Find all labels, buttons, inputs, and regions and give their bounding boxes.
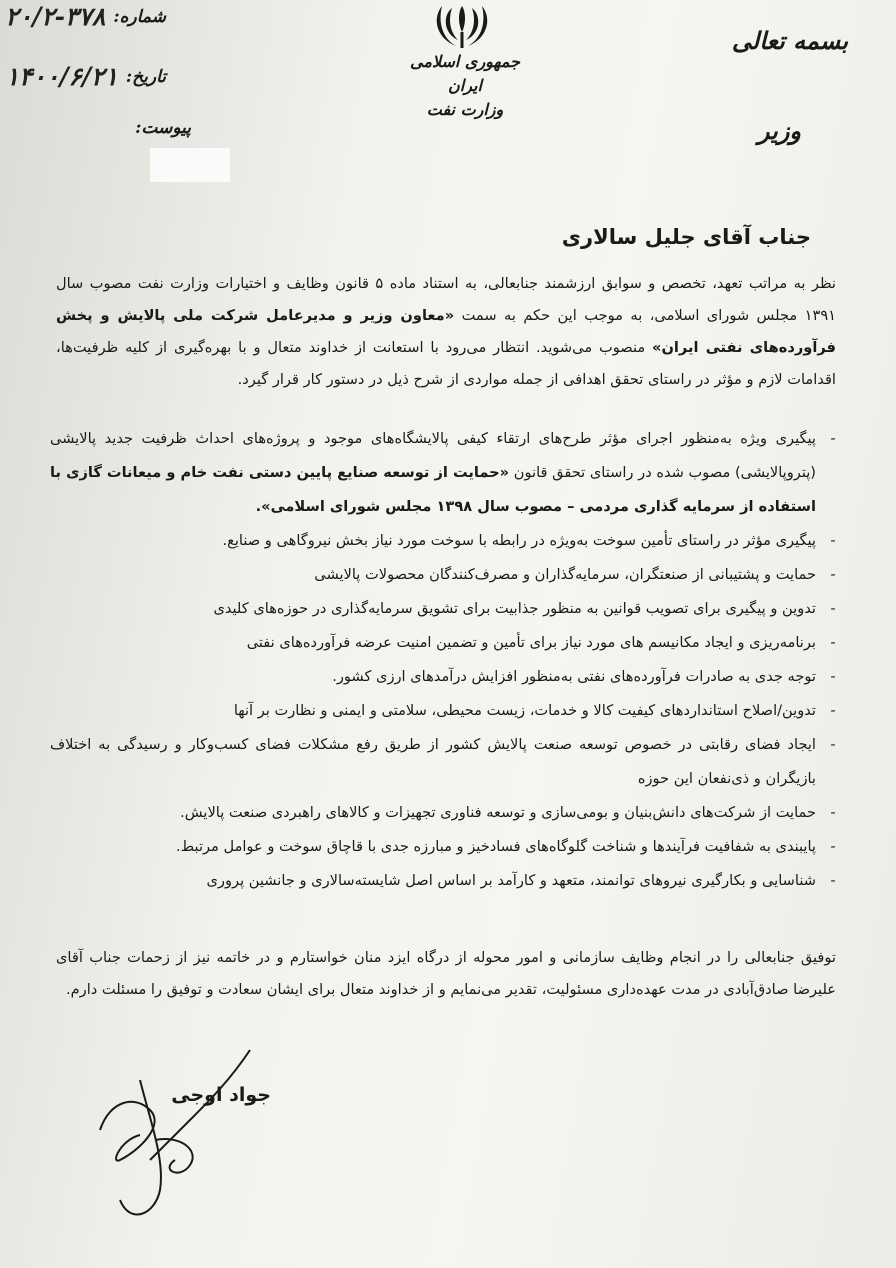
ministry-country: جمهوری اسلامی ایران: [410, 52, 520, 95]
intro-paragraph: [56, 268, 836, 396]
office-title: وزیر: [757, 116, 801, 145]
list-item: [50, 864, 840, 898]
number-row: [5, 2, 166, 31]
list-item: [50, 626, 840, 660]
list-item-text: پیگیری ویژه به‌منظور اجرای مؤثر طرح‌های ارتقاء کیفی پالایشگاه‌های موجود و پروژه‌های احداث ظرفیت جدید پالایشی (پتروپالایشی) مصوب شده در راستای تحقق قانون: [50, 430, 817, 481]
list-item: [50, 524, 840, 558]
list-dash: -: [830, 702, 836, 719]
signer-name: جواد اوجی: [171, 1084, 271, 1106]
list-item: [50, 830, 840, 864]
addressee: جناب آقای جلیل سالاری: [561, 225, 811, 249]
list-item: [50, 694, 840, 728]
number-label: شماره:: [113, 6, 166, 27]
list-dash: -: [830, 736, 836, 753]
date-row: [6, 62, 166, 91]
list-dash: -: [830, 872, 836, 889]
intro-part1: نظر به مراتب تعهد، تخصص و سوابق ارزشمند جنابعالی، به استناد ماده ۵ قانون وظایف و اختیارات وزارت نفت مصوب سال ۱۳۹۱ مجلس شورای اسلامی، به موجب این حکم به سمت: [56, 275, 837, 324]
list-item-text: ایجاد فضای رقابتی در خصوص توسعه صنعت پالایش کشور از طریق رفع مشکلات فضای کسب‌وکار و رسیدگی به اختلاف بازیگران و ذی‌نفعان این حوزه: [50, 736, 816, 787]
list-dash: -: [830, 566, 836, 583]
date-value: ۱۴۰۰/۶/۲۱: [5, 62, 118, 91]
list-item-text: تدوین و پیگیری برای تصویب قوانین به منظور جذابیت برای تشویق سرمایه‌گذاری در حوزه‌های کلیدی: [213, 600, 816, 617]
list-dash: -: [830, 600, 836, 617]
list-item-text: توجه جدی به صادرات فرآورده‌های نفتی به‌منظور افزایش درآمدهای ارزی کشور.: [332, 668, 816, 685]
list-dash: -: [830, 668, 836, 685]
list-dash: -: [830, 634, 836, 651]
list-item-text: حمایت از شرکت‌های دانش‌بنیان و بومی‌سازی و توسعه فناوری تجهیزات و کالاهای راهبردی صنعت پالایش.: [180, 804, 816, 821]
list-item-text: حمایت و پشتیبانی از صنعتگران، سرمایه‌گذاران و مصرف‌کنندگان محصولات پالایشی: [314, 566, 816, 583]
list-item-text: پیگیری مؤثر در راستای تأمین سوخت به‌ویژه در رابطه با سوخت مورد نیاز بخش نیروگاهی و صنایع.: [222, 532, 816, 549]
list-item-text: تدوین/اصلاح استانداردهای کیفیت کالا و خدمات، زیست محیطی، سلامتی و ایمنی و نظارت بر آنها: [233, 702, 816, 719]
list-dash: -: [830, 804, 836, 821]
ministry-name: وزارت نفت: [426, 100, 504, 119]
intro-part2: منصوب می‌شوید. انتظار می‌رود با استعانت از خداوند متعال و با بهره‌گیری از کلیه ظرفیت‌ها، اقدامات لازم و مؤثر در راستای تحقق اهدافی از جمله مواردی از شرح ذیل در دستور کار قرار گیرد.: [56, 339, 836, 388]
list-item-text: شناسایی و بکارگیری نیروهای توانمند، متعهد و کارآمد بر اساس اصل شایسته‌سالاری و جانشین پروری: [206, 872, 816, 889]
list-item: [50, 728, 840, 796]
list-dash: -: [830, 532, 836, 549]
bismillah: بسمه تعالی: [731, 26, 848, 55]
list-dash: -: [830, 430, 836, 447]
list-item: [50, 660, 840, 694]
list-dash: -: [830, 838, 836, 855]
attachment-label: پیوست:: [135, 118, 191, 138]
signature-icon: [80, 1040, 300, 1230]
list-item: [50, 558, 840, 592]
appointment-title: «معاون وزیر و مدیرعامل شرکت ملی پالایش و پخش فرآورده‌های نفتی ایران»: [56, 307, 836, 356]
iran-emblem-icon: [428, 2, 496, 54]
list-item: [50, 422, 840, 524]
law-title: «حمایت از توسعه صنایع پایین دستی نفت خام و میعانات گازی با استفاده از سرمایه گذاری مردمی – مصوب سال ۱۳۹۸ مجلس شورای اسلامی».: [50, 464, 816, 515]
duties-list: [50, 422, 840, 898]
list-item-text: پایبندی به شفافیت فرآیندها و شناخت گلوگاه‌های فسادخیز و مبارزه جدی با قاچاق سوخت و عوامل مرتبط.: [176, 838, 816, 855]
number-value: ۲۰/۲-۳۷۸: [5, 2, 106, 31]
list-item: [50, 592, 840, 626]
attachment-row: [135, 118, 191, 138]
ministry-heading: [395, 50, 535, 122]
redaction-patch: [150, 148, 230, 182]
date-label: تاریخ:: [125, 66, 166, 87]
closing-paragraph: توفیق جنابعالی را در انجام وظایف سازمانی و امور محوله از درگاه ایزد منان خواستارم و در خاتمه نیز از زحمات جناب آقای علیرضا صادق‌آبادی در مدت عهده‌داری مسئولیت، تقدیر می‌نمایم و از خداوند متعال برای ایشان سعادت و توفیق را مسئلت دارم.: [56, 949, 836, 998]
list-item: [50, 796, 840, 830]
list-item-text: برنامه‌ریزی و ایجاد مکانیسم های مورد نیاز برای تأمین و تضمین امنیت عرضه فرآورده‌های نفتی: [246, 634, 816, 651]
